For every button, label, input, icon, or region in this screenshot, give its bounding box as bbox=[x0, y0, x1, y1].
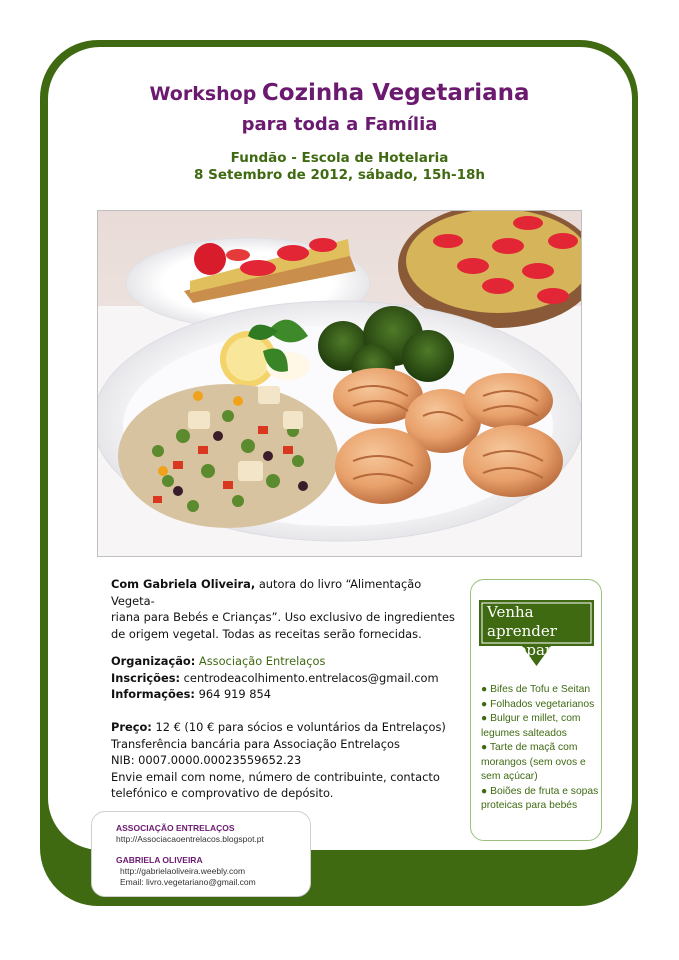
poster-title bbox=[0, 80, 679, 106]
list-item: ● Boiões de fruta e sopas proteicas para bebés bbox=[481, 785, 599, 811]
list-item: ● Bifes de Tofu e Seitan bbox=[481, 684, 591, 695]
food-photo bbox=[97, 210, 582, 557]
contact-email2[interactable]: Email: livro.vegetariano@gmail.com bbox=[120, 877, 256, 887]
event-date: 8 Setembro de 2012, sábado, 15h-18h bbox=[194, 167, 485, 183]
presenter-name: Com Gabriela Oliveira, bbox=[111, 577, 256, 591]
strawberry-icon bbox=[194, 243, 226, 275]
price-value: 12 € (10 € para sócios e voluntários da Entrelaços) bbox=[155, 720, 446, 734]
price-line4: Envie email com nome, número de contribuinte, contacto bbox=[111, 769, 440, 784]
title-main: Cozinha Vegetariana bbox=[261, 80, 530, 106]
price-info bbox=[111, 719, 461, 802]
event-location: Fundão - Escola de Hotelaria bbox=[230, 150, 449, 166]
org-value: Associação Entrelaços bbox=[198, 654, 326, 668]
intro-line3: de origem vegetal. Todas as receitas serão fornecidas. bbox=[111, 626, 422, 641]
price-label: Preço: bbox=[111, 720, 152, 734]
list-item: ● Tarte de maçã com morangos (sem ovos e sem açúcar) bbox=[481, 742, 586, 782]
learn-heading-line2: a preparar: bbox=[487, 641, 574, 659]
contact-url1[interactable]: http://Associacaoentrelacos.blogspot.pt bbox=[116, 834, 264, 844]
info-label: Informações: bbox=[111, 687, 195, 701]
org-label: Organização: bbox=[111, 654, 196, 668]
registration-email[interactable]: centrodeacolhimento.entrelacos@gmail.com bbox=[183, 670, 439, 685]
contact-org2: GABRIELA OLIVEIRA bbox=[116, 855, 203, 865]
poster-subtitle: para toda a Família bbox=[241, 114, 438, 135]
contact-url2[interactable]: http://gabrielaoliveira.weebly.com bbox=[120, 866, 246, 876]
organization-info bbox=[111, 653, 461, 703]
learn-heading bbox=[487, 603, 592, 660]
contact-org1: ASSOCIAÇÃO ENTRELAÇOS bbox=[116, 823, 235, 833]
list-item: ● Bulgur e millet, com legumes salteados bbox=[481, 713, 581, 739]
event-location-date bbox=[0, 150, 679, 184]
bulgur-salad bbox=[118, 384, 338, 528]
price-line2: Transferência bancária para Associação Entrelaços bbox=[111, 736, 400, 751]
intro-line1: autora do livro “Alimentação Vegeta- bbox=[111, 577, 422, 608]
intro-paragraph bbox=[111, 576, 456, 642]
info-phone: 964 919 854 bbox=[198, 687, 272, 701]
list-item: ● Folhados vegetarianos bbox=[481, 698, 595, 710]
intro-line2: riana para Bebés e Crianças”. Uso exclusivo de ingredientes bbox=[111, 610, 455, 624]
price-nib: NIB: 0007.0000.00023559652.23 bbox=[111, 753, 302, 767]
learn-heading-line1: Venha aprender bbox=[487, 603, 557, 640]
registration-label: Inscrições: bbox=[111, 670, 181, 685]
learn-list bbox=[481, 683, 603, 814]
price-line5: telefónico e comprovativo de depósito. bbox=[111, 786, 334, 800]
title-workshop: Workshop bbox=[149, 83, 257, 105]
